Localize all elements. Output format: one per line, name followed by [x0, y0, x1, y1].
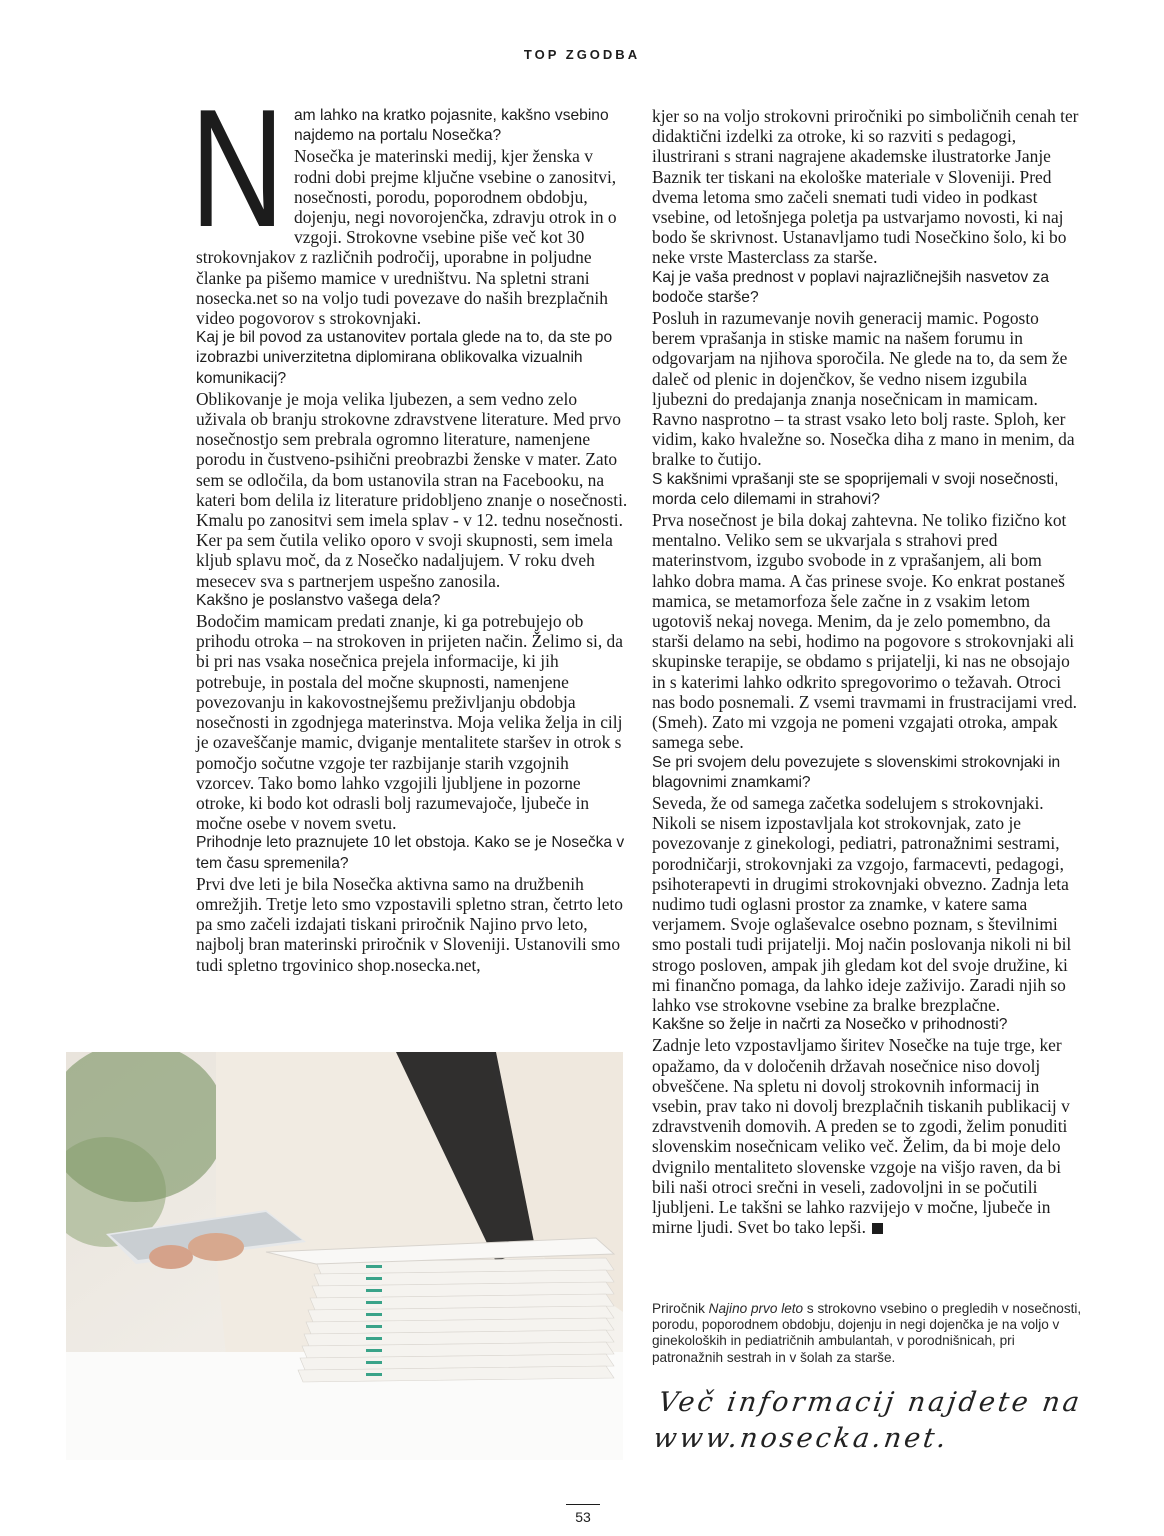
interview-question: Prihodnje leto praznujete 10 let obstoja. Kako se je Nosečka v tem času spremenila? [196, 834, 625, 872]
book-spine-logo [366, 1265, 382, 1268]
interview-answer: Zadnje leto vzpostavljamo širitev Nosečke na tuje trge, ker opažamo, da v določenih državah nosečnice niso dovolj obveščene. Na spletu ni dovolj strokovnih informacij in vsebin, prav tako ni dovolj brezplačnih tiskanih publikacij v zdravstvenih domovih. A preden se to zgodi, želim ponuditi slovenskim nosečnicam veliko več. Želim, da bi moje delo dvignilo mentaliteto slovenske vzgoje na višjo raven, da bi bili naši otroci srečni in veseli, zadovoljni in se počutili ljubljeni. Le takšni se lahko razvijejo v močne, ljubeče in mirne ljudi. Svet bo tako lepši. [652, 1035, 1070, 1238]
book-stack-illustration [66, 1052, 623, 1460]
interview-answer: Seveda, že od samega začetka sodelujem s strokovnjaki. Nikoli se nisem izpostavljala kot strokovnjak, zato je povezovanje z ginekologi, pediatri, patronažnimi sestrami, porodničarji, strokovnjaki za vzgojo, farmacevti, pedagogi, psihoterapevti in drugimi strokovnjaki obvezno. Zadnja leta nudimo tudi oglasni prostor za znamke, v katere sama verjamem. Svoje oglaševalce osebno poznam, s številnimi smo postali tudi prijatelji. Moj način poslovanja nikoli ni bil strogo posloven, ampak jih gledam kot del svoje družine, ki mi finančno pomaga, da lahko ideje zaživijo. Zaradi njih so lahko vse strokovne vsebine za bralke brezplačne. [652, 792, 1072, 1015]
interview-answer: Oblikovanje je moja velika ljubezen, a sem vedno zelo uživala ob branju strokovne zdravstvene literature. Med prvo nosečnostjo sem prebrala ogromno literature, namenjene porodu in čustveno-psihični preobrazbi ženske v mater. Zato sem se odločila, da bom ustanovila stran na Facebooku, na kateri bom delila iz literature pridobljeno znanje o nosečnosti. Kmalu po zanositvi sem imela splav - v 12. tednu nosečnosti. Ker pa sem čutila veliko oporo v svoji skupnosti, sem imela kljub splavu moč, da z Nosečko nadaljujem. V roku dveh mesecev sva s partnerjem uspešno zanosila. [196, 388, 628, 591]
caption-book-title: Najino prvo leto [708, 1301, 804, 1316]
book-spine-logo [366, 1337, 382, 1340]
interview-answer: Prvi dve leti je bila Nosečka aktivna samo na družbenih omrežjih. Tretje leto smo vzpostavili spletno stran, četrto leto pa smo začeli izdajati tiskani priročnik Najino prvo leto, najbolj bran materinski priročnik v Sloveniji. Ustanovili smo tudi spletno trgovinico shop.nosecka.net, [196, 873, 623, 975]
interview-question: am lahko na kratko pojasnite, kakšno vsebino najdemo na portalu Nosečka? [294, 107, 609, 145]
caption-text: s strokovno vsebino o pregledih v nosečnosti, porodu, poporodnem obdobju, dojenju in negi dojenčka je na voljo v ginekoloških in pediatričnih ambulantah, v porodnišnicah, pri patronažnih sestrah in v šolah za starše. [652, 1301, 1082, 1365]
interview-answer: Nosečka je materinski medij, kjer ženska v rodni dobi prejme ključne vsebine o zanositvi, nosečnosti, porodu, poporodnem obdobju, dojenju, negi novorojenčka, zdravju otrok in o vzgoji. Strokovne vsebine piše več kot 30 strokovnjakov z različnih področij, uporabne in poljudne članke pa pišemo mamice v uredništvu. Na spletni strani nosecka.net so na voljo tudi povezave do naših brezplačnih video pogovorov s strokovnjaki. [196, 146, 617, 329]
book-spine-logo [366, 1277, 382, 1280]
drop-cap: N [190, 74, 285, 262]
signature-line-2[interactable]: www.nosecka.net. [651, 1423, 951, 1454]
interview-answer: kjer so na voljo strokovni priročniki po simboličnih cenah ter didaktični izdelki za otroke, ki so razviti s pedagogi, ilustrirani s strani nagrajene akademske ilustratorke Janje Baznik ter tiskani na ekološke materiale v Sloveniji. Pred dvema letoma smo začeli snemati tudi video in podkast vsebine, od letošnjega poletja pa ustvarjamo novosti, ki naj bodo še skrivnost. Ustanavljamo tudi Nosečkino šolo, ki bo neke vrste Masterclass za starše. [652, 106, 1079, 268]
book-spine-logo [366, 1289, 382, 1292]
interview-question: Se pri svojem delu povezujete s slovenskimi strokovnjaki in blagovnimi znamkami? [652, 753, 1061, 791]
book-spine-logo [366, 1313, 382, 1316]
page-number: 53 [566, 1504, 600, 1525]
book-stack-photo [66, 1052, 623, 1460]
interview-answer: Prva nosečnost je bila dokaj zahtevna. Ne toliko fizično kot mentalno. Veliko sem se ukvarjala s strahovi pred materinstvom, izgubo svobode in z vprašanjem, ali bom lahko dobra mama. A čas prinese svoje. Ko enkrat postaneš mamica, se metamorfoza šele začne in z vsakim letom ugotoviš nekaj novega. Menim, da je zelo pomembno, da starši delamo na sebi, hodimo na pogovore s strokovnjaki ali skupinske terapije, se obdamo s prijatelji, ki nas ne obsojajo in s katerimi lahko odkrito spregovorimo o težavah. Otroci nas bodo posnemali. Z vsemi travmami in frustracijami vred. (Smeh). Zato mi vzgoja ne pomeni vzgajati otroka, ampak samega sebe. [652, 510, 1078, 753]
interview-question: Kaj je vaša prednost v poplavi najrazličnejših nasvetov za bodoče starše? [652, 268, 1049, 306]
interview-question: Kakšno je poslanstvo vašega dela? [196, 591, 441, 609]
interview-answer: Posluh in razumevanje novih generacij mamic. Pogosto berem vprašanja in stiske mamic na našem forumu in odgovarjam na njihova sporočila. Ne glede na to, da sem že daleč od plenic in dojenčkov, še vedno nisem izgubila ljubezni do predajanja znanja nosečnicam in mamicam. Ravno nasprotno – ta strast vsako leto bolj raste. Sploh, ker vidim, kako hvaležne so. Nosečka diha z mano in menim, da bralke to čutijo. [652, 308, 1075, 470]
right-paragraphs [652, 106, 1082, 1237]
caption-prefix: Priročnik [652, 1301, 709, 1316]
article-column-left [190, 74, 630, 975]
interview-question: S kakšnimi vprašanji ste se spoprijemali v svoji nosečnosti, morda celo dilemami in strahovi? [652, 470, 1059, 508]
book-spine-logo [366, 1373, 382, 1376]
interview-answer: Bodočim mamicam predati znanje, ki ga potrebujejo ob prihodu otroka – na strokoven in prijeten način. Želimo si, da bi pri nas vsaka nosečnica prejela informacije, ki jih potrebuje, in postala del močne skupnosti, namenjene povezovanju in kakovostnejšemu preživljanju obdobja nosečnosti in zgodnjega materinstva. Moja velika želja in cilj je ozaveščanje mamic, dviganje mentalitete staršev in otrok s pomočjo sočutne vzgoje ter razbijanje starih vzgojnih vzorcev. Tako bomo lahko vzgojili ljubljene in pozorne otroke, ki bodo kot odrasli bolj razumevajoče, ljubeče in močne osebe v novem svetu. [196, 611, 623, 834]
book-spine-logo [366, 1325, 382, 1328]
hand [188, 1233, 244, 1261]
end-mark [872, 1223, 883, 1234]
interview-question: Kakšne so želje in načrti za Nosečko v prihodnosti? [652, 1016, 1008, 1034]
photo-caption [652, 1301, 1082, 1366]
interview-question: Kaj je bil povod za ustanovitev portala glede na to, da ste po izobrazbi univerzitetna diplomirana oblikovalka vizualnih komunikacij? [196, 329, 613, 387]
signature-line-1: Več informacij najdete na [656, 1387, 1085, 1418]
book-stack [266, 1238, 614, 1382]
article-column-right [652, 106, 1082, 1237]
book-spine-logo [366, 1361, 382, 1364]
section-label: TOP ZGODBA [523, 47, 641, 62]
book-spine-logo [366, 1349, 382, 1352]
handwritten-signature [651, 1385, 1101, 1457]
book-spine-logo [366, 1301, 382, 1304]
